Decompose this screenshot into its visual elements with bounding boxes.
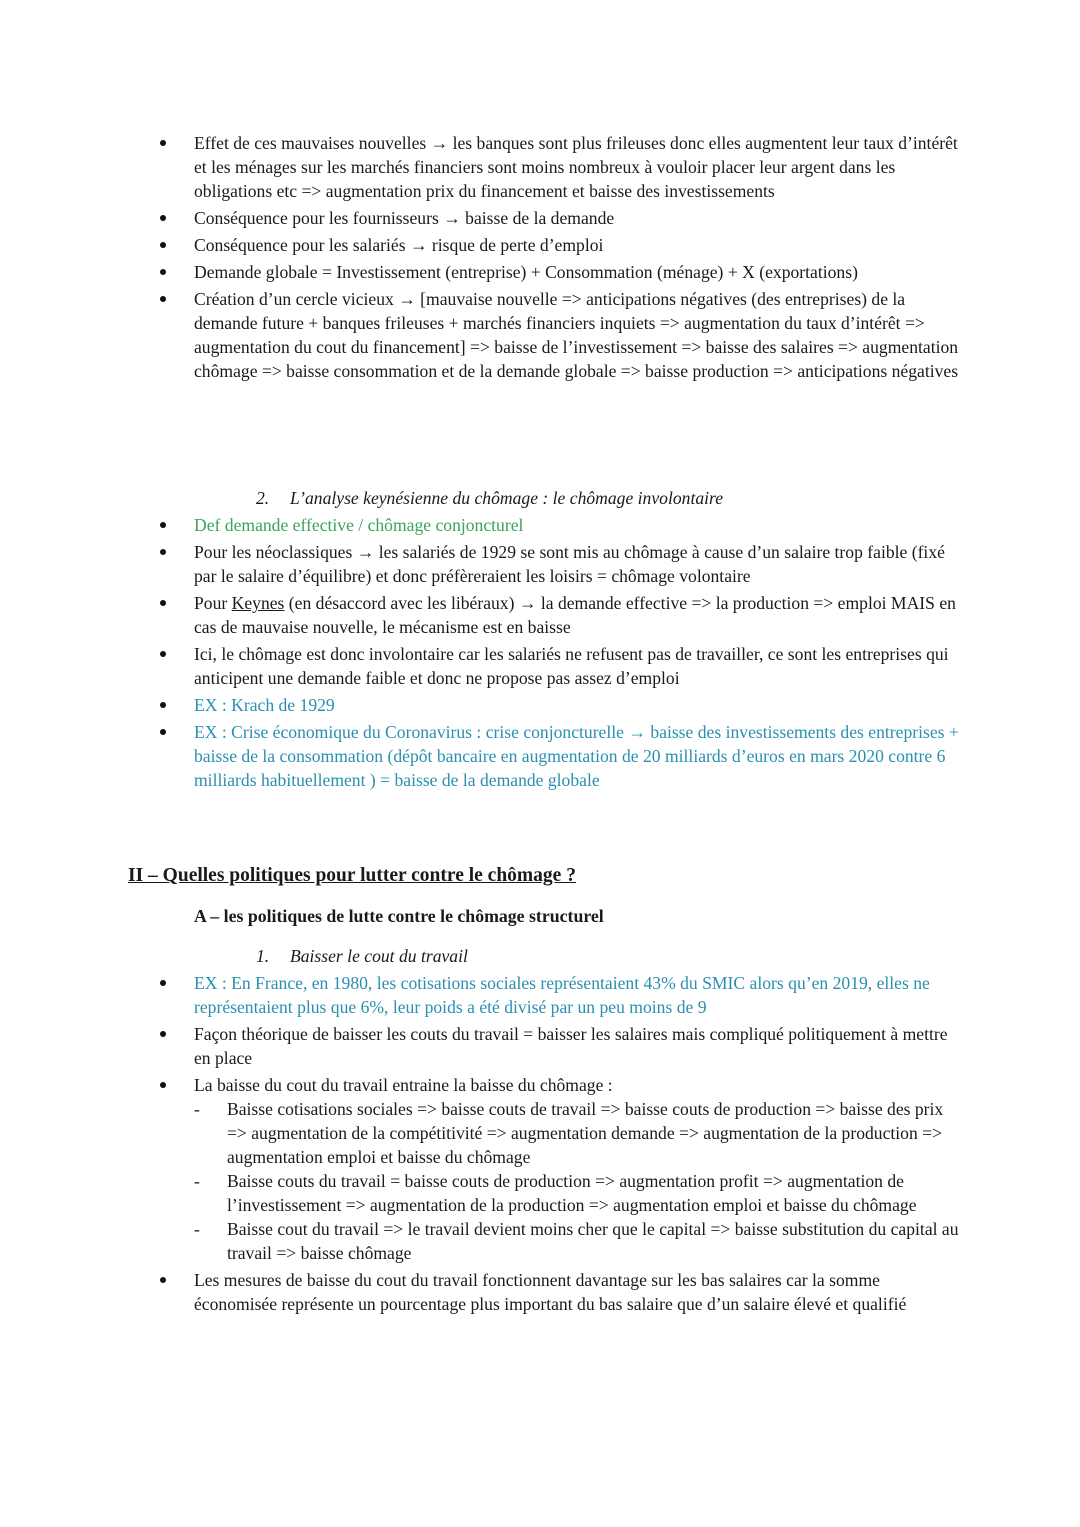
part-subtitle: A – les politiques de lutte contre le chômage structurel [194,906,604,926]
list-item-example: EX : Crise économique du Coronavirus : crise conjoncturelle → baisse des investissements des entreprises + baisse de la consommation (dépôt bancaire en augmentation de 20 milliards d’euros en mars 2020 contre 6 milliards habituellement ) = baisse de la demande globale [0,720,1080,792]
list-item-example: EX : Krach de 1929 [0,693,1080,717]
keynes-name: Keynes [231,593,285,613]
list-item-example: EX : En France, en 1980, les cotisations sociales représentaient 43% du SMIC alors qu’en 2019, elles ne représentaient plus que 6%, leur poids a été divisé par un peu moins de 9 [0,971,1080,1019]
list-item: Les mesures de baisse du cout du travail fonctionnent davantage sur les bas salaires car la somme économisée représente un pourcentage plus important du bas salaire que d’un salaire élevé et qualifié [0,1268,1080,1316]
subsection-number: 1. [256,946,270,966]
list-item: Effet de ces mauvaises nouvelles → les banques sont plus frileuses donc elles augmentent leur taux d’intérêt et les ménages sur les marchés financiers sont moins nombreux à vouloir placer leur argent dans les obligations etc => augmentation prix du financement et baisse des investissements [0,131,1080,203]
list-item-intro: La baisse du cout du travail entraine la baisse du chômage : [194,1075,613,1095]
bullet-list-cout-travail [0,971,1080,1319]
list-item: Pour les néoclassiques → les salariés de 1929 se sont mis au chômage à cause d’un salaire trop faible (fixé par le salaire d’équilibre) et donc préfèreraient les loisirs = chômage volontaire [0,540,1080,588]
list-item: Conséquence pour les fournisseurs → baisse de la demande [0,206,1080,230]
section-title: L’analyse keynésienne du chômage : le chômage involontaire [290,488,724,508]
dash-list [194,1097,960,1265]
section-heading-keynes [256,486,723,510]
list-item: Demande globale = Investissement (entreprise) + Consommation (ménage) + X (exportations) [0,260,1080,284]
subsection-title: Baisser le cout du travail [290,946,468,966]
bullet-list-keynes [0,513,1080,795]
section-number: 2. [256,488,270,508]
subsection-heading [256,944,468,968]
list-item: Façon théorique de baisser les couts du travail = baisser les salaires mais compliqué politiquement à mettre en place [0,1022,1080,1070]
text: Pour [194,593,232,613]
part-title: II – Quelles politiques pour lutter contre le chômage ? [128,865,576,886]
list-item: Création d’un cercle vicieux → [mauvaise nouvelle => anticipations négatives (des entreprises) de la demande future + banques frileuses + marchés financiers inquiets => augmentation du taux d’intérêt => augmentation du cout du financement] => baisse de l’investissement => baisse des salaires => augmentation chômage => baisse consommation et de la demande globale => baisse production => anticipations négatives [0,287,1080,383]
bullet-list-conjoncture [0,131,1080,386]
dash-item: - Baisse couts du travail = baisse couts de production => augmentation profit => augmentation de l’investissement => augmentation de la production => augmentation emploi et baisse du chômage [227,1169,960,1217]
list-item-keynes [0,591,1080,639]
dash-item: - Baisse cotisations sociales => baisse couts de travail => baisse couts de production => baisse des prix => augmentation de la compétitivité => augmentation demande => augmentation de la production => augmentation emploi et baisse du chômage [227,1097,960,1169]
text: (en désaccord avec les libéraux) → la demande effective => la production => emploi MAIS en cas de mauvaise nouvelle, le mécanisme est en baisse [194,593,956,637]
list-item: Conséquence pour les salariés → risque de perte d’emploi [0,233,1080,257]
dash-item: - Baisse cout du travail => le travail devient moins cher que le capital => baisse substitution du capital au travail => baisse chômage [227,1217,960,1265]
list-item-definition: Def demande effective / chômage conjoncturel [0,513,1080,537]
list-item: Ici, le chômage est donc involontaire car les salariés ne refusent pas de travailler, ce sont les entreprises qui anticipent une demande faible et donc ne propose pas assez d’emploi [0,642,1080,690]
list-item-with-sublist [0,1073,1080,1265]
